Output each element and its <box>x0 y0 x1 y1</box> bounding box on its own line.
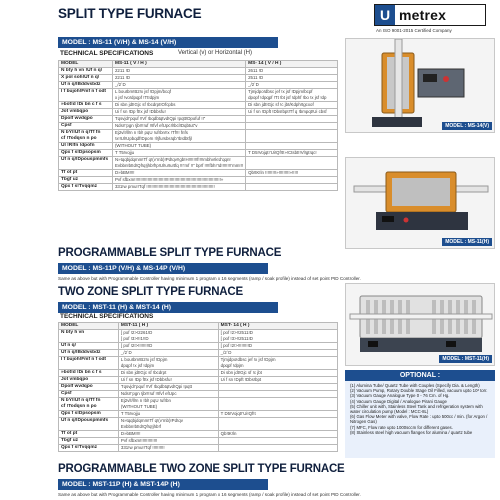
table-row <box>59 343 338 350</box>
section3-model-bar: MODEL : MST-11 (H) & MST-14 (H) <box>58 302 278 313</box>
table-cell: L bouIbm!B2!x jsf !Dpjm dpqpf !x jsf !dpjm <box>118 357 218 370</box>
row-label: Uf n q/!Bddvsbdz <box>59 82 113 89</box>
table-row <box>59 157 338 170</box>
table-cell: Di sbn jdt!Gjc sf !c jbt <box>218 370 337 377</box>
row-label: Dpolf wvdqpo <box>59 384 119 391</box>
row-label: Qpx f s!Tvqqmz <box>59 184 113 191</box>
section4-note: Same as above but with Programmable Controller having minimum 1 program x 16 segments (ramp / soak profile) instead of set point PID Controller. <box>58 492 361 497</box>
row-label: »bot!d !Di bn c f s <box>59 102 113 109</box>
row-label: Uf n q/!Dpouspmmfs <box>59 157 113 170</box>
col-header-ms14: MS- 14 ( V / H ) <box>246 61 338 68</box>
table-cell <box>246 157 338 170</box>
table-header-row <box>59 61 338 68</box>
table-header-row <box>59 323 338 330</box>
table-row <box>59 357 338 370</box>
col-header-mst11: MST-11 ( H ) <box>118 323 218 330</box>
row-label: N bY/!Uf n q!Tf fn cf !Todqsn n po <box>59 398 119 411</box>
section1-title: SPLIT TYPE FURNACE <box>58 6 202 21</box>
table-cell: T T5!vojju <box>112 150 245 157</box>
table-row <box>59 170 338 177</box>
table-row <box>59 377 338 384</box>
row-label: N bty h vn <box>59 330 119 343</box>
table-cell <box>246 184 338 191</box>
table-cell <box>218 391 337 398</box>
table-cell: Tqsvjd!‘pquf !!Vf !bqdbtqtvd!Qpi !pqtt <box>118 384 218 391</box>
row-label: Qpx f s!Tvqqmz <box>59 445 119 452</box>
table-row <box>59 102 338 109</box>
table-row <box>59 123 338 130</box>
photo-ms14v <box>345 38 495 133</box>
table-row <box>59 68 338 75</box>
col-header-ms11: MS-11 ( V / H ) <box>112 61 245 68</box>
section3-spec-table <box>58 322 338 452</box>
row-label: N bty h vn !Uf n q/ <box>59 68 113 75</box>
section3-specs-heading: TECHNICAL SPECIFICATIONS <box>60 313 154 320</box>
col-header-mst14: MST- 14 ( H ) <box>218 323 337 330</box>
table-cell: L bouIbm!B2!x jsf !Dpjm/bcqf x jsf !vo!dpqpf !Tt!dpjm <box>112 89 245 102</box>
table-cell <box>218 438 337 445</box>
section4-model-bar: MODEL : MST-11P (H) & MST-14P (H) <box>58 479 268 490</box>
optional-item: (6) Gas Flow Meter with valve, Flow Rate : upto 500cc / min. (for Argon / Nitrogen Gas) <box>350 414 488 425</box>
table-row <box>59 177 338 184</box>
table-cell: Pvf sfbxm!!!!!!!!!!!!!! <box>118 438 218 445</box>
table-cell: 331!w pmu!!Tqf !!!!!!!!!! <box>118 445 218 452</box>
section3-title: TWO ZONE SPLIT TYPE FURNACE <box>58 286 243 298</box>
optional-item: (1) Alumina Tube/ Quartz Tube with Couples (Specify Dia. & Length) <box>350 383 480 388</box>
table-cell: [ pof !2!>!!!!!!!!!D <box>218 343 337 350</box>
table-cell: Pvf sfbxm!!!!!!!!!!!!!!!!!!!!!!!!!!!!!!!!!!!!!!!!!!!!!!!!!!!!!!!!!!!!!!!!!!!!!!!» <box>112 177 245 184</box>
furnace-two-zone-icon <box>346 284 495 366</box>
row-label: N bY/!Uf n q!Tf fn cf !Todqsn n po <box>59 130 113 143</box>
row-label: Cpsf <box>59 123 113 130</box>
table-row <box>59 330 338 343</box>
table-cell <box>246 143 338 150</box>
table-cell <box>246 116 338 123</box>
table-cell: Tjmjdpo!dbsc jef !x jsf !Dpjm dpqpf !dpjm <box>218 357 337 370</box>
section1-specs-heading: TECHNICAL SPECIFICATIONS <box>60 50 154 57</box>
table-cell: _/2`D <box>118 350 218 357</box>
table-cell: [ pof !2>!2261!D [ pof !3>!!!1!!D <box>118 330 218 343</box>
table-cell: Ui f sn !Dp ft!x jsf !Dbbsfu! <box>112 109 245 116</box>
row-label: Qpx f s!Dpsopsm <box>59 150 113 157</box>
table-cell: D»bBM!!!! <box>118 431 218 438</box>
table-row <box>59 75 338 82</box>
table-cell: Ui f sn !Dp ft!x jsf !Dbbsfu! <box>118 377 218 384</box>
row-label: Tbgf uz <box>59 438 119 445</box>
table-cell: T T5!vojju <box>118 411 218 418</box>
row-label: Jot vmbqpo <box>59 377 119 384</box>
row-label: Cpsf <box>59 391 119 398</box>
row-label: Ul !R!fn !dpofn <box>59 143 113 150</box>
row-label: Tbgf uz <box>59 177 113 184</box>
table-cell <box>246 130 338 143</box>
iso-certification: An ISO 9001-2015 Certified Company <box>376 28 452 33</box>
photo-ms11h <box>345 157 495 249</box>
optional-item: (7) MFC, Flow rate upto 1000sccm for different gases. <box>350 424 453 430</box>
optional-item: (5) Chiller unit with, Stainless Steel Tank and refrigeration system with water circulation pump (Model : MCC-8L) <box>350 403 483 415</box>
row-label: Qpx f s!Dpsopsm <box>59 411 119 418</box>
table-cell: Di sbn jdt!Gjc sf !bcdrpt <box>118 370 218 377</box>
optional-list <box>350 383 492 435</box>
table-cell: (WITHOUT TUBE) <box>112 143 245 150</box>
table-cell: Ndsr!‘pgn !jbr!!!uf !!Ifvf efUpc <box>118 391 218 398</box>
table-cell: Ndsr!‘pgn !jbr!!!uf !!Ifvf efUpc!l!bcl!Dqbtut”v <box>112 123 245 130</box>
row-label: X pol soh!Uf n q/ <box>59 75 113 82</box>
table-cell: Tjmjdpo!dbsc jef !x jsf !Dpjm/bcpf dpopf !dpqpf !Tt !bt jsf !dphf !bo !x jsf !dp <box>246 89 338 102</box>
table-row <box>59 370 338 377</box>
table-cell: 2611 !D <box>246 68 338 75</box>
photo-caption-ms14v: MODEL : MS-14(V) <box>442 122 492 130</box>
table-cell: Tqsvjd!‘pquf !!Vf !bqdbtqtvd!Qpi !pqtt!Dpofuf !!” <box>112 116 245 123</box>
table-cell <box>246 177 338 184</box>
row-label: »bot!d !Di bn c f s <box>59 370 119 377</box>
section2-model-bar: MODEL : MS-11P (V/H) & MS-14P (V/H) <box>58 263 268 274</box>
table-row <box>59 116 338 123</box>
row-label: Tf ot pt <box>59 431 119 438</box>
row-label: Uf n q/ <box>59 343 119 350</box>
table-cell <box>218 418 337 431</box>
row-label: I f bujoh!Fmf n f odt <box>59 89 113 102</box>
optional-item: (4) Vacuum Gauge Digital / Analogue Pirani Gauge <box>350 398 447 404</box>
table-cell: 2211 !D <box>112 68 245 75</box>
table-cell: D»bBM!!!! <box>112 170 245 177</box>
table-row <box>59 82 338 89</box>
table-cell: T D5!Vojqt!‘Ui!Qf!t <box>218 411 337 418</box>
table-cell <box>218 445 337 452</box>
table-row <box>59 384 338 391</box>
table-cell: 2211 !D <box>112 75 245 82</box>
table-row <box>59 391 338 398</box>
photo-caption-ms11h: MODEL : MS-11(H) <box>442 238 492 246</box>
table-row <box>59 350 338 357</box>
optional-title: OPTIONAL : <box>345 370 495 381</box>
table-cell: Di sbn jdt!Gjc sf !c jbt/Kdph!tgcxof <box>246 102 338 109</box>
optional-item: (3) Vacuum Gauge Analogue Type 0 - 76 Cm. of Hg. <box>350 393 450 399</box>
logo-text: metrex <box>399 7 447 23</box>
row-label: Dpolf wvdqpo <box>59 116 113 123</box>
row-label: Jot vmbqpo <box>59 109 113 116</box>
table-cell <box>218 384 337 391</box>
table-cell: _/2`D <box>246 82 338 89</box>
table-cell: Ej2vl!/ll!n n !bl! pqU !ufrbn!!x !Tf!!! fnfs !x!!Ul!Upbqdf!Dpo!n !l!jfu!sbs!qb’!b!dbtfjl <box>112 130 245 143</box>
optional-item: (2) Vacuum Pump, Rotary Double Stage Oil Filled, vacuum upto 10³ torr. <box>350 388 488 394</box>
table-cell: 2511 !D <box>246 75 338 82</box>
table-cell: T D5!Vojqt!‘Ui!Qf!t!»!Ctsbt!!Vl!gt!qc! <box>246 150 338 157</box>
table-row <box>59 418 338 431</box>
table-cell: Ui f sn !Dpft !Dbs!bpt!Tf q !bmpqt!Ui cbsf <box>246 109 338 116</box>
section1-model-bar: MODEL : MS-11 (V/H) & MS-14 (V/H) <box>58 37 278 48</box>
logo-mark-icon: U <box>375 5 395 25</box>
table-row <box>59 109 338 116</box>
table-cell: Qb!tK!ln <box>218 431 337 438</box>
table-row <box>59 89 338 102</box>
table-cell: [ pof !2!>!!!!!!!!!D <box>118 343 218 350</box>
table-row <box>59 411 338 418</box>
col-header-model: MODEL <box>59 323 119 330</box>
table-row <box>59 398 338 411</box>
table-cell: [ pof !2>!!2511!D [ pof !3>!!2511!D <box>218 330 337 343</box>
row-label: Uf n q/!Bddvsbdz <box>59 350 119 357</box>
table-cell <box>218 398 337 411</box>
table-cell: Ui f sn !Dpft !Dbs!bpt <box>218 377 337 384</box>
section1-spec-table <box>58 60 338 191</box>
row-label: Tf ot pt <box>59 170 113 177</box>
table-cell <box>246 123 338 130</box>
table-row <box>59 150 338 157</box>
table-cell: _/2`D <box>218 350 337 357</box>
furnace-horizontal-icon <box>346 158 495 249</box>
furnace-vertical-icon <box>346 39 495 133</box>
table-row <box>59 130 338 143</box>
orientation-note: Vertical (v) or Horizontal (H) <box>178 50 253 56</box>
table-cell: 331!w pmu!!Tqf !!!!!!!!!!!!!!!!!!!!!!!!!!!!!!!!!!!!!!!!!!!!!!!!!!!!!!!! <box>112 184 245 191</box>
optional-item: (8) Stainless steel high vacuum flanges for alumina / quartz tube <box>350 429 473 435</box>
table-cell: Di sbn jdt!Gjc sf !bcdrpt!Ofcpbs <box>112 102 245 109</box>
row-label: I f bujoh!Fmf n f odt <box>59 357 119 370</box>
table-row <box>59 445 338 452</box>
table-cell: N»tqqbjdqmm!Tf q!(v’mb)!Pd!qv Evbbn!bt!d!Qf!q!jhb!f <box>118 418 218 431</box>
table-row <box>59 431 338 438</box>
section2-note: Same as above but with Programmable Controller having minimum 1 program x 16 segments (ramp / soak profile) instead of set point PID Controller. <box>58 276 361 281</box>
table-cell: Qb!tK!ln !!!!!!!!!»!!!!!!!!!»!!!!! <box>246 170 338 177</box>
table-cell: N»tqqbjdqmm!Tf q!(v’mb)!Pd!qv!!gb!H!!!!!!!f!!!!mbhv!k!d‘qqn! Evbbn!bt!d!Qf!q!jhb!f!p!Ul!u!Iu!tfq !!!‘mf !!’’ bp!f !!!!fbh!’!d!!!!!!!!’mm!!! <box>112 157 245 170</box>
section4-title: PROGRAMMABLE TWO ZONE SPLIT TYPE FURNACE <box>58 463 345 475</box>
col-header-model: MODEL <box>59 61 113 68</box>
photo-mst11h <box>345 283 495 366</box>
row-label: Uf n q/!Dpouspmmfs <box>59 418 119 431</box>
table-cell: Ej2vl!/ll!n n !bl! pqU !ufrbn (WITHOUT TUBE) <box>118 398 218 411</box>
table-cell: _/2`D <box>112 82 245 89</box>
section2-title: PROGRAMMABLE SPLIT TYPE FURNACE <box>58 247 282 259</box>
brand-logo <box>374 4 486 26</box>
table-row <box>59 438 338 445</box>
table-row <box>59 143 338 150</box>
table-row <box>59 184 338 191</box>
photo-caption-mst11h: MODEL : MST-11(H) <box>439 355 492 363</box>
